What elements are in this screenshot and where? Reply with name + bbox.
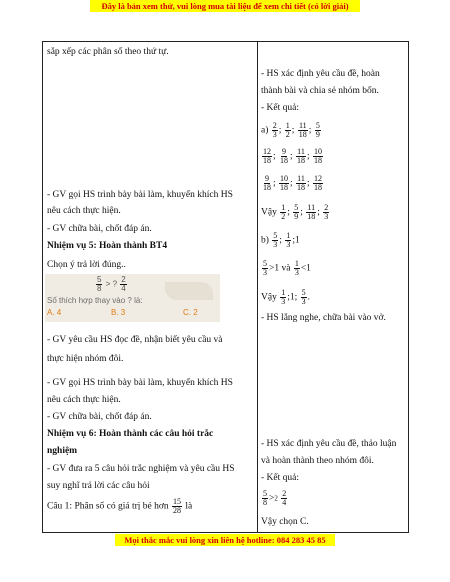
right-text: - HS xác định yêu cầu đề, thảo luận: [261, 439, 397, 449]
lesson-table: [42, 41, 409, 533]
fraction-list: Vậy $\frac{1}{2}$ ; $\frac{5}{9}$ ; $\frac{11}{18}$ ; $\frac{2}{3}$: [261, 203, 329, 221]
left-text: - GV gọi HS trình bày bài làm, khuyến khích HS: [47, 190, 233, 200]
quiz-question: Số thích hợp thay vào ? là:: [47, 296, 143, 305]
fraction: $\frac{5}{8}$: [97, 275, 102, 293]
left-text: nêu cách thực hiện.: [47, 395, 121, 405]
left-text: suy nghĩ trả lời các câu hỏi: [47, 481, 150, 491]
left-text: - GV chữa bài, chốt đáp án.: [47, 224, 152, 234]
right-text: và hoàn thành theo nhóm đôi.: [261, 456, 374, 466]
left-text: sắp xếp các phân số theo thứ tự.: [47, 47, 169, 57]
quiz-option: A. 4: [47, 308, 62, 317]
right-text: - HS lắng nghe, chữa bài vào vở.: [261, 313, 386, 323]
left-text: nêu cách thực hiện.: [47, 206, 121, 216]
fraction-list: b) $\frac{5}{3}$ ; $\frac{1}{3}$ ;1: [261, 231, 300, 249]
fraction-list: $\frac{12}{18}$ ; $\frac{9}{18}$ ; $\frac{11}{18}$ ; $\frac{10}{18}$: [263, 147, 323, 165]
fraction-list: Vậy $\frac{1}{3}$ ;1; $\frac{5}{3}$ .: [261, 288, 310, 306]
fraction-list: a) $\frac{2}{3}$ ; $\frac{1}{2}$ ; $\frac{11}{18}$ ; $\frac{5}{9}$: [261, 121, 320, 139]
header-banner: Đây là bản xem thử, vui lòng mua tài liệu để xem chi tiết (có lời giải): [90, 0, 360, 12]
column-divider: [257, 42, 258, 532]
right-text: - HS xác định yêu cầu đề, hoàn: [261, 69, 380, 79]
footer-banner: Mọi thắc mắc vui lòng xin liên hệ hotline: 084 283 45 85: [115, 534, 335, 546]
right-text: thành bài và chia sẻ nhóm bốn.: [261, 86, 379, 96]
left-text: - GV chữa bài, chốt đáp án.: [47, 412, 152, 422]
quiz-image: $\frac{5}{8}$ > ? $\frac{2}{4}$ Số thích hợp thay vào ? là: A. 4 B. 3 C. 2: [45, 274, 220, 322]
quiz-question-1: Câu 1: Phân số có giá trị bé hơn $\frac{15}{28}$ là: [47, 497, 193, 515]
right-text: - Kết quả:: [261, 103, 299, 113]
fraction: $\frac{2}{4}$: [121, 275, 126, 293]
quiz-option: C. 2: [183, 308, 198, 317]
left-text: - GV đưa ra 5 câu hỏi trắc nghiệm và yêu cầu HS: [47, 464, 235, 474]
fraction-compare: $\frac{5}{3}$ >1 và $\frac{1}{3}$ <1: [263, 259, 311, 277]
right-text: - Kết quả:: [261, 473, 299, 483]
task-heading: Nhiệm vụ 6: Hoàn thành các câu hỏi trắc: [47, 429, 214, 439]
task-heading: nghiệm: [47, 446, 78, 456]
left-text: - GV yêu cầu HS đọc đề, nhận biết yêu cầu và: [47, 335, 223, 345]
decorative-shape: [165, 282, 213, 300]
left-text: thực hiện nhóm đôi.: [47, 354, 124, 364]
right-text: Vậy chọn C.: [261, 517, 309, 527]
left-text: - GV gọi HS trình bày bài làm, khuyến khích HS: [47, 378, 233, 388]
fraction: $\frac{15}{28}$: [173, 497, 182, 515]
fraction-list: $\frac{9}{18}$ ; $\frac{10}{18}$ ; $\frac{11}{18}$ ; $\frac{12}{18}$: [263, 174, 323, 192]
left-text: Chọn ý trả lời đúng..: [47, 260, 126, 270]
task-heading: Nhiệm vụ 5: Hoàn thành BT4: [47, 241, 168, 251]
answer-inequality: $\frac{5}{8}$ >2 $\frac{2}{4}$: [263, 489, 287, 507]
quiz-option: B. 3: [111, 308, 126, 317]
